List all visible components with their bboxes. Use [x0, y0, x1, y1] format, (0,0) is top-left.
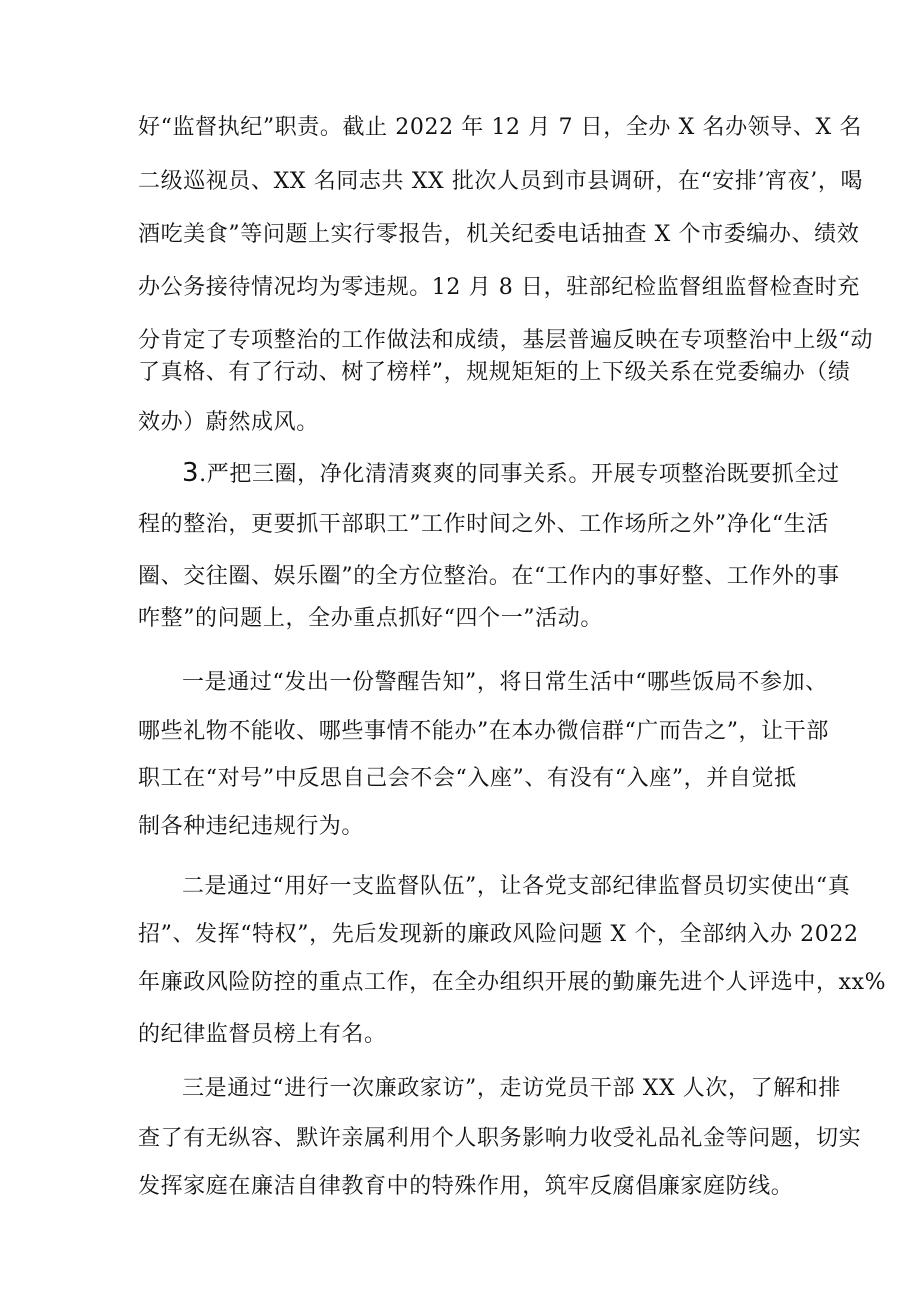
paragraph-3-line-1: 一是通过“发出一份警醒告知”，将日常生活中“哪些饭局不参加、: [182, 670, 828, 695]
paragraph-4-line-1: 二是通过“用好一支监督队伍”，让各党支部纪律监督员切实使出“真: [182, 874, 851, 899]
paragraph-1-line-5: 分肯定了专项整治的工作做法和成绩，基层普遍反映在专项整治中上级“动: [138, 328, 874, 353]
paragraph-1-line-7: 效办）蔚然成风。: [138, 410, 319, 435]
paragraph-2-line-2: 程的整治，更要抓干部职工”工作时间之外、工作场所之外”净化“生活: [138, 512, 829, 537]
paragraph-5-line-2: 查了有无纵容、默许亲属利用个人职务影响力收受礼品礼金等问题，切实: [138, 1126, 862, 1151]
section-number: 3: [182, 458, 200, 488]
paragraph-1-line-3: 酒吃美食”等问题上实行零报告，机关纪委电话抽查 X 个市委编办、绩效: [138, 222, 860, 247]
section-heading-text: .严把三圈，净化清清爽爽的同事关系。开展专项整治既要抓全过: [199, 462, 840, 487]
paragraph-1-line-2: 二级巡视员、XX 名同志共 XX 批次人员到市县调研，在“安排’宵夜’，喝: [138, 169, 864, 194]
paragraph-4-line-4: 的纪律监督员榜上有名。: [138, 1022, 387, 1047]
paragraph-3-line-3: 职工在“对号”中反思自己会不会“入座”、有没有“入座”，并自觉抵: [138, 766, 797, 791]
paragraph-5-line-1: 三是通过“进行一次廉政家访”，走访党员干部 XX 人次，了解和排: [182, 1076, 842, 1101]
paragraph-5-line-3: 发挥家庭在廉洁自律教育中的特殊作用，筑牢反腐倡廉家庭防线。: [138, 1174, 794, 1199]
paragraph-2-line-1: [182, 458, 840, 490]
paragraph-2-line-4: 咋整”的问题上，全办重点抓好“四个一”活动。: [138, 606, 603, 631]
paragraph-1-line-1: 好“监督执纪”职责。截止 2022 年 12 月 7 日，全办 X 名办领导、X 名: [138, 115, 862, 140]
paragraph-2-line-3: 圈、交往圈、娱乐圈”的全方位整治。在“工作内的事好整、工作外的事: [138, 564, 840, 589]
paragraph-3-line-4: 制各种违纪违规行为。: [138, 814, 365, 839]
paragraph-1-line-4: 办公务接待情况均为零违规。12 月 8 日，驻部纪检监督组监督检查时充: [138, 275, 860, 300]
paragraph-4-line-2: 招”、发挥“特权”，先后发现新的廉政风险问题 X 个，全部纳入办 2022: [138, 922, 859, 947]
paragraph-3-line-2: 哪些礼物不能收、哪些事情不能办”在本办微信群“广而告之”，让干部: [138, 719, 829, 744]
paragraph-1-line-6: 了真格、有了行动、树了榜样”，规规矩矩的上下级关系在党委编办（绩: [138, 360, 851, 385]
paragraph-4-line-3: 年廉政风险防控的重点工作，在全办组织开展的勤廉先进个人评选中，xx%: [138, 970, 887, 995]
